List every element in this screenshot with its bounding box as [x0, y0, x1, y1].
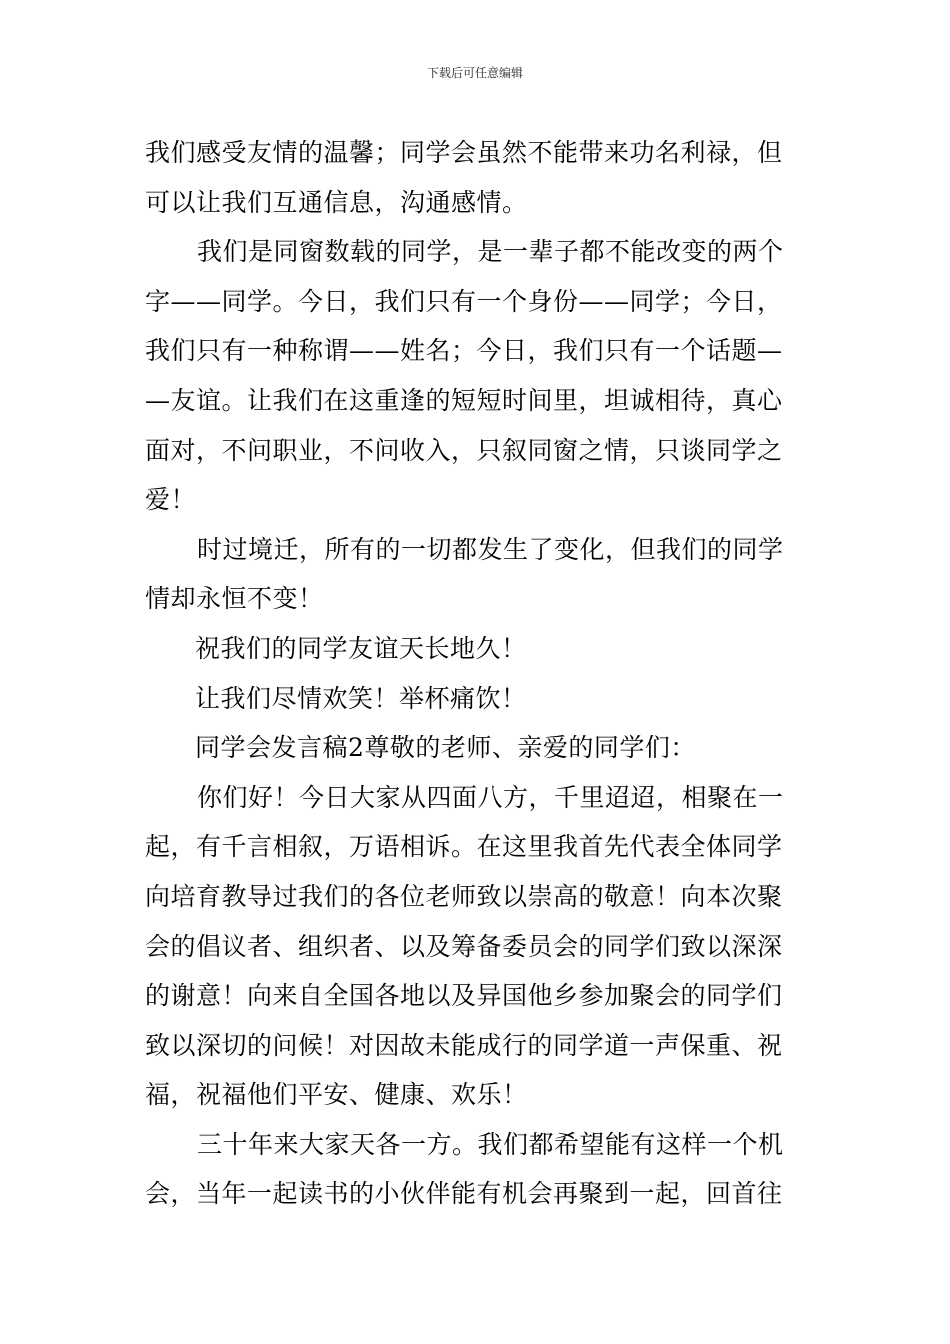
paragraph-start-line: 你们好！今日大家从四面八方，千里迢迢，相聚在一 — [197, 782, 784, 812]
text-line: 我们只有一种称谓——姓名；今日，我们只有一个话题— — [145, 336, 783, 366]
text-line: 起，有千言相叙，万语相诉。在这里我首先代表全体同学 — [145, 832, 783, 862]
paragraph-start-line: 我们是同窗数载的同学，是一辈子都不能改变的两个 — [197, 237, 784, 267]
text-line: —友谊。让我们在这重逢的短短时间里，坦诚相待，真心 — [145, 385, 783, 415]
text-line: 面对，不问职业，不问收入，只叙同窗之情，只谈同学之 — [145, 435, 783, 465]
text-line: 情却永恒不变！ — [145, 584, 324, 614]
text-line: 字——同学。今日，我们只有一个身份——同学；今日， — [145, 286, 783, 316]
paragraph-start-line: 时过境迁，所有的一切都发生了变化，但我们的同学 — [197, 534, 784, 564]
text-line: 向培育教导过我们的各位老师致以崇高的敬意！向本次聚 — [145, 881, 783, 911]
paragraph-start-line: 祝我们的同学友谊天长地久！ — [195, 633, 527, 663]
text-line: 会的倡议者、组织者、以及筹备委员会的同学们致以深深 — [145, 931, 783, 961]
paragraph-start-line: 让我们尽情欢笑！举杯痛饮！ — [195, 683, 527, 713]
paragraph-start-line: 三十年来大家天各一方。我们都希望能有这样一个机 — [197, 1129, 784, 1159]
text-line: 会，当年一起读书的小伙伴能有机会再聚到一起，回首往 — [145, 1179, 783, 1209]
text-line: 我们感受友情的温馨；同学会虽然不能带来功名利禄，但 — [145, 138, 783, 167]
text-line: 致以深切的问候！对因故未能成行的同学道一声保重、祝 — [145, 1030, 783, 1060]
page-header-note: 下载后可任意编辑 — [426, 66, 523, 80]
text-line: 福，祝福他们平安、健康、欢乐！ — [145, 1080, 528, 1110]
text-line: 的谢意！向来自全国各地以及异国他乡参加聚会的同学们 — [145, 981, 783, 1011]
text-line: 爱！ — [145, 485, 197, 515]
text-line: 可以让我们互通信息，沟通感情。 — [145, 187, 528, 217]
document-body — [145, 128, 807, 1219]
section-heading-line: 同学会发言稿2尊敬的老师、亲爱的同学们： — [195, 733, 696, 763]
